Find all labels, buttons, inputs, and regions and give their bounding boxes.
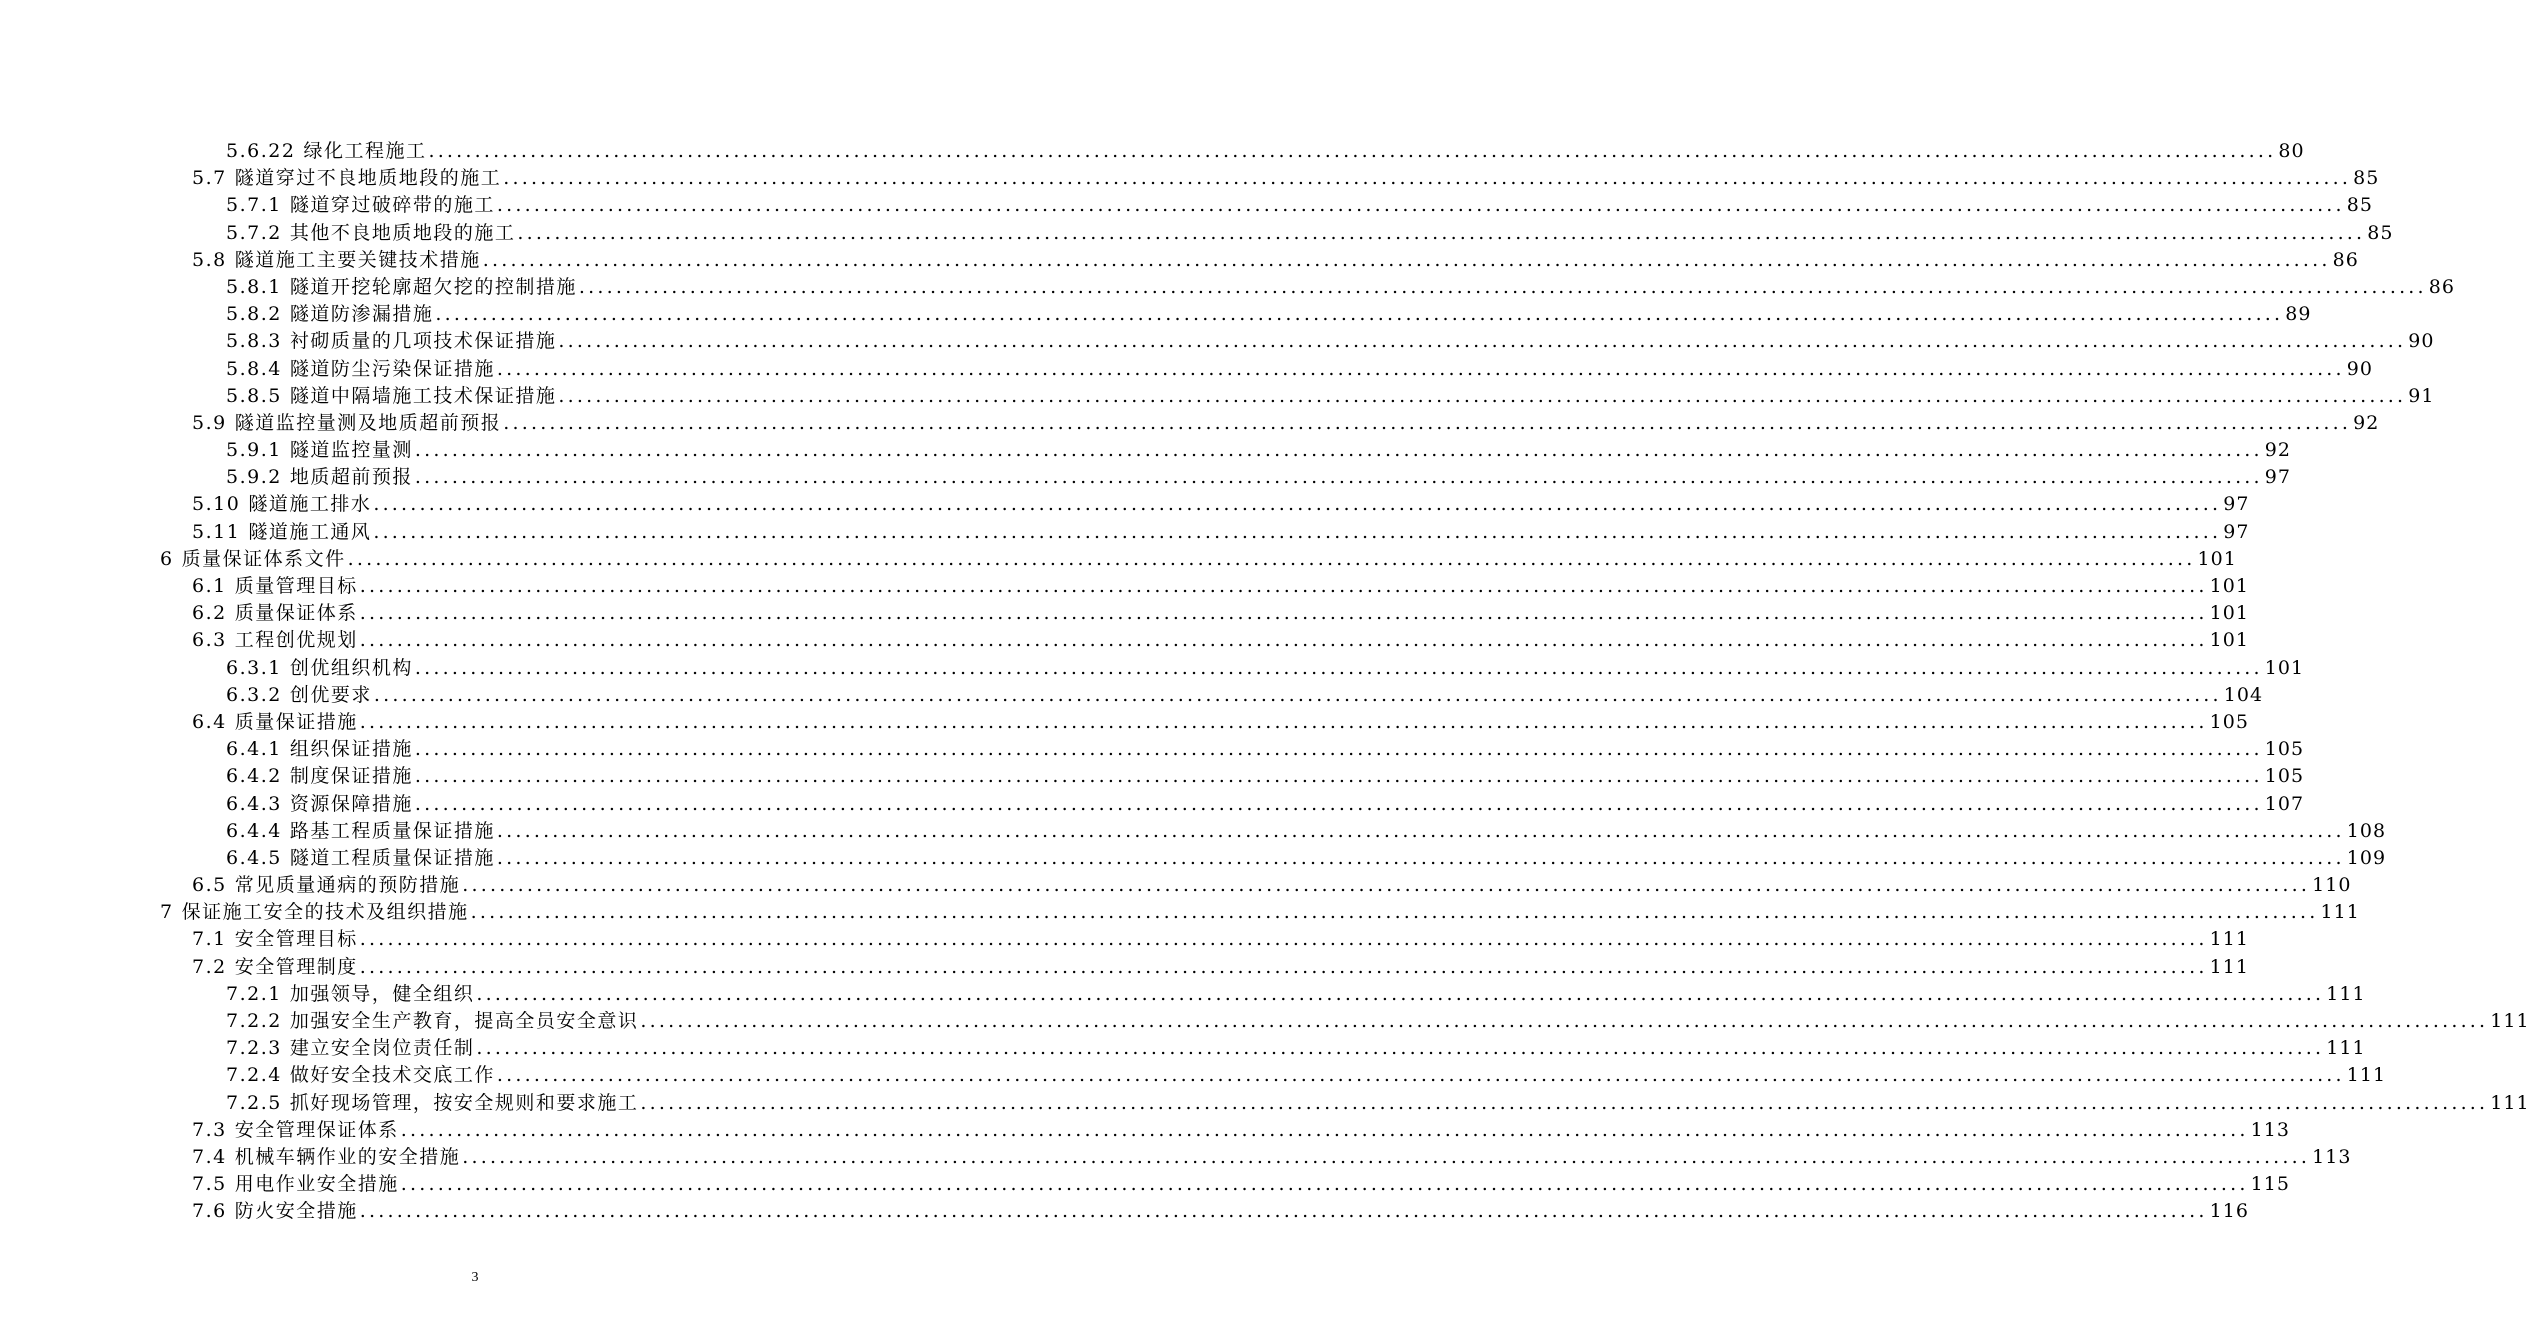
toc-entry-number: 6.3.1 — [226, 656, 282, 679]
toc-entry[interactable] — [0, 301, 2312, 328]
toc-entry-page: 115 — [2250, 1173, 2290, 1196]
toc-entry[interactable] — [0, 655, 2305, 682]
toc-dot-leader: ........................................................................................................................................................................................................ — [435, 303, 2284, 326]
toc-entry[interactable] — [0, 926, 2249, 953]
toc-entry[interactable] — [0, 247, 2359, 274]
toc-entry-page: 110 — [2312, 874, 2352, 897]
toc-entry-page: 105 — [2264, 765, 2305, 788]
toc-entry-number: 7.6 — [192, 1200, 227, 1223]
toc-entry[interactable] — [0, 573, 2249, 600]
toc-entry-title: 隧道施工通风 — [248, 520, 372, 543]
toc-entry-title: 隧道开挖轮廓超欠挖的控制措施 — [289, 275, 577, 298]
toc-entry-number: 5.11 — [192, 520, 241, 543]
toc-dot-leader: ........................................................................................................................................................................................................ — [428, 140, 2277, 162]
toc-entry[interactable] — [0, 165, 2380, 192]
toc-dot-leader: ........................................................................................................................................................................................................ — [347, 547, 2196, 570]
toc-entry-number: 7 — [160, 901, 174, 924]
toc-entry-number: 5.9.1 — [226, 439, 282, 462]
toc-entry-title: 隧道穿过破碎带的施工 — [289, 194, 495, 217]
toc-entry[interactable] — [0, 763, 2305, 790]
toc-dot-leader: ........................................................................................................................................................................................................ — [414, 765, 2263, 788]
toc-entry[interactable] — [0, 899, 2360, 926]
toc-entry[interactable] — [0, 818, 2387, 845]
toc-entry-number: 5.8.4 — [226, 357, 282, 380]
toc-entry-title: 安全管理制度 — [234, 955, 358, 978]
toc-entry-title: 做好安全技术交底工作 — [289, 1064, 495, 1087]
toc-entry-page: 113 — [2250, 1118, 2290, 1141]
toc-entry-number: 6.5 — [192, 874, 227, 897]
toc-entry[interactable] — [0, 1144, 2352, 1171]
toc-entry-number: 7.1 — [192, 928, 227, 951]
toc-entry[interactable] — [0, 546, 2237, 573]
toc-entry-page: 101 — [2264, 656, 2305, 679]
table-of-contents — [0, 138, 2530, 1226]
toc-entry[interactable] — [0, 519, 2250, 546]
toc-dot-leader: ........................................................................................................................................................................................................ — [359, 629, 2208, 652]
toc-entry[interactable] — [0, 791, 2305, 818]
toc-entry-title: 创优要求 — [289, 683, 372, 706]
toc-dot-leader: ........................................................................................................................................................................................................ — [578, 275, 2427, 298]
toc-entry-number: 5.8.1 — [226, 275, 282, 298]
toc-entry-number: 5.9.2 — [226, 466, 282, 489]
toc-entry[interactable] — [0, 1035, 2366, 1062]
toc-dot-leader: ........................................................................................................................................................................................................ — [414, 738, 2263, 761]
toc-entry-number: 7.4 — [192, 1145, 227, 1168]
toc-entry-page: 111 — [2209, 928, 2249, 951]
toc-dot-leader: ........................................................................................................................................................................................................ — [558, 384, 2407, 407]
toc-entry-page: 91 — [2408, 384, 2435, 407]
toc-entry-page: 101 — [2209, 629, 2249, 652]
toc-entry[interactable] — [0, 1198, 2249, 1225]
toc-dot-leader: ........................................................................................................................................................................................................ — [400, 1118, 2249, 1141]
toc-entry-title: 机械车辆作业的安全措施 — [234, 1145, 461, 1168]
toc-entry-title: 路基工程质量保证措施 — [289, 819, 495, 842]
toc-dot-leader: ........................................................................................................................................................................................................ — [503, 411, 2352, 434]
toc-entry-number: 7.2.2 — [226, 1010, 282, 1032]
toc-entry[interactable] — [0, 954, 2249, 981]
toc-entry[interactable] — [0, 437, 2291, 464]
toc-dot-leader: ........................................................................................................................................................................................................ — [400, 1173, 2249, 1196]
toc-entry-title: 常见质量通病的预防措施 — [234, 874, 461, 897]
toc-entry-title: 隧道中隔墙施工技术保证措施 — [289, 384, 557, 407]
toc-entry-page: 116 — [2209, 1200, 2249, 1223]
toc-entry-page: 105 — [2209, 710, 2249, 733]
toc-entry-title: 创优组织机构 — [289, 656, 413, 679]
toc-dot-leader: ........................................................................................................................................................................................................ — [414, 792, 2263, 815]
toc-entry-page: 90 — [2408, 330, 2435, 353]
toc-entry-page: 86 — [2332, 248, 2359, 271]
toc-dot-leader: ........................................................................................................................................................................................................ — [503, 167, 2352, 190]
toc-entry-title: 隧道工程质量保证措施 — [289, 846, 495, 869]
toc-entry[interactable] — [0, 736, 2305, 763]
toc-entry-title: 其他不良地质地段的施工 — [289, 221, 516, 244]
toc-entry-number: 7.2.1 — [226, 982, 282, 1005]
toc-entry-page: 111 — [2326, 1037, 2366, 1060]
toc-entry[interactable] — [0, 383, 2435, 410]
toc-entry-title: 用电作业安全措施 — [234, 1173, 399, 1196]
toc-dot-leader: ........................................................................................................................................................................................................ — [414, 656, 2263, 679]
toc-entry-number: 6.4.5 — [226, 846, 282, 869]
toc-entry-title: 加强领导，健全组织 — [289, 982, 475, 1005]
toc-entry-number: 5.7.1 — [226, 194, 282, 217]
toc-entry[interactable] — [0, 356, 2373, 383]
toc-dot-leader: ........................................................................................................................................................................................................ — [482, 248, 2331, 271]
toc-dot-leader: ........................................................................................................................................................................................................ — [558, 330, 2407, 353]
toc-entry-title: 质量保证体系 — [234, 602, 358, 625]
toc-entry-title: 建立安全岗位责任制 — [289, 1037, 475, 1060]
toc-entry-title: 隧道防尘污染保证措施 — [289, 357, 495, 380]
toc-dot-leader: ........................................................................................................................................................................................................ — [517, 221, 2366, 244]
toc-dot-leader: ........................................................................................................................................................................................................ — [359, 575, 2208, 597]
toc-entry-title: 工程创优规划 — [234, 629, 358, 652]
toc-entry-page: 92 — [2264, 439, 2291, 462]
toc-dot-leader: ........................................................................................................................................................................................................ — [359, 1200, 2208, 1223]
toc-entry-number: 6.4.3 — [226, 792, 282, 815]
toc-entry-title: 资源保障措施 — [289, 792, 413, 815]
toc-entry-page: 97 — [2223, 493, 2250, 516]
toc-entry-number: 6.4.1 — [226, 738, 282, 761]
toc-entry[interactable] — [0, 1090, 2530, 1117]
toc-entry-page: 92 — [2353, 411, 2380, 434]
toc-entry-title: 衬砌质量的几项技术保证措施 — [289, 330, 557, 353]
toc-entry[interactable] — [0, 682, 2264, 709]
toc-entry-title: 隧道穿过不良地质地段的施工 — [234, 167, 502, 190]
toc-entry-page: 108 — [2346, 819, 2387, 842]
toc-entry-number: 5.6.22 — [226, 140, 296, 162]
toc-dot-leader: ........................................................................................................................................................................................................ — [359, 710, 2208, 733]
toc-entry-title: 组织保证措施 — [289, 738, 413, 761]
toc-dot-leader: ........................................................................................................................................................................................................ — [414, 466, 2263, 489]
toc-dot-leader: ........................................................................................................................................................................................................ — [373, 520, 2222, 543]
toc-entry-title: 安全管理保证体系 — [234, 1118, 399, 1141]
toc-entry-title: 质量保证措施 — [234, 710, 358, 733]
toc-entry-page: 101 — [2209, 602, 2249, 625]
toc-entry-number: 6 — [160, 547, 174, 570]
toc-entry-number: 6.3 — [192, 629, 227, 652]
toc-entry-page: 111 — [2490, 1091, 2530, 1114]
toc-entry[interactable] — [0, 600, 2249, 627]
toc-entry-number: 6.3.2 — [226, 683, 282, 706]
toc-entry-number: 6.4.2 — [226, 765, 282, 788]
toc-entry[interactable] — [0, 1117, 2290, 1144]
toc-entry-page: 86 — [2428, 275, 2455, 298]
toc-entry[interactable] — [0, 328, 2435, 355]
toc-entry[interactable] — [0, 410, 2380, 437]
toc-entry[interactable] — [0, 192, 2373, 219]
toc-entry-number: 7.5 — [192, 1173, 227, 1196]
toc-entry-page: 97 — [2223, 520, 2250, 543]
toc-entry-title: 抓好现场管理，按安全规则和要求施工 — [289, 1091, 639, 1114]
toc-entry-page: 85 — [2367, 221, 2394, 244]
toc-dot-leader: ........................................................................................................................................................................................................ — [496, 357, 2345, 380]
toc-dot-leader: ........................................................................................................................................................................................................ — [359, 955, 2208, 978]
toc-entry-title: 质量管理目标 — [234, 575, 358, 597]
toc-entry[interactable] — [0, 872, 2352, 899]
toc-entry-title: 制度保证措施 — [289, 765, 413, 788]
toc-dot-leader: ........................................................................................................................................................................................................ — [359, 928, 2208, 951]
toc-entry-title: 隧道监控量测及地质超前预报 — [234, 411, 502, 434]
toc-entry-number: 6.1 — [192, 575, 227, 597]
toc-entry-page: 113 — [2312, 1145, 2352, 1168]
toc-entry[interactable] — [0, 464, 2291, 491]
toc-entry-number: 6.4 — [192, 710, 227, 733]
toc-entry-page: 109 — [2346, 846, 2387, 869]
toc-dot-leader: ........................................................................................................................................................................................................ — [640, 1010, 2489, 1032]
toc-entry-title: 绿化工程施工 — [303, 140, 427, 162]
toc-entry-number: 5.10 — [192, 493, 241, 516]
toc-dot-leader: ........................................................................................................................................................................................................ — [414, 439, 2263, 462]
toc-entry-number: 5.8.3 — [226, 330, 282, 353]
toc-entry[interactable] — [0, 138, 2305, 165]
toc-entry-page: 105 — [2264, 738, 2305, 761]
toc-entry-page: 111 — [2326, 982, 2366, 1005]
toc-dot-leader: ........................................................................................................................................................................................................ — [640, 1091, 2489, 1114]
toc-entry-page: 101 — [2209, 575, 2249, 597]
toc-dot-leader: ........................................................................................................................................................................................................ — [496, 846, 2345, 869]
toc-dot-leader: ........................................................................................................................................................................................................ — [496, 194, 2345, 217]
toc-dot-leader: ........................................................................................................................................................................................................ — [496, 819, 2345, 842]
toc-entry-number: 7.2 — [192, 955, 227, 978]
toc-dot-leader: ........................................................................................................................................................................................................ — [462, 1145, 2311, 1168]
toc-entry-number: 5.8.5 — [226, 384, 282, 407]
page-number: 3 — [471, 1270, 479, 1285]
toc-entry[interactable] — [0, 981, 2366, 1008]
toc-entry-title: 隧道监控量测 — [289, 439, 413, 462]
toc-entry-title: 隧道施工排水 — [248, 493, 372, 516]
toc-entry-page: 111 — [2346, 1064, 2387, 1087]
toc-entry-number: 7.3 — [192, 1118, 227, 1141]
toc-entry-page: 107 — [2264, 792, 2305, 815]
toc-entry-number: 6.2 — [192, 602, 227, 625]
toc-entry[interactable] — [0, 274, 2455, 301]
toc-entry-number: 5.8.2 — [226, 303, 282, 326]
toc-entry-page: 90 — [2346, 357, 2373, 380]
toc-entry-number: 6.4.4 — [226, 819, 282, 842]
toc-entry[interactable] — [0, 491, 2250, 518]
toc-dot-leader: ........................................................................................................................................................................................................ — [476, 982, 2325, 1005]
toc-entry-page: 85 — [2353, 167, 2380, 190]
toc-entry-number: 7.2.4 — [226, 1064, 282, 1087]
toc-entry-title: 隧道防渗漏措施 — [289, 303, 434, 326]
toc-entry-page: 101 — [2197, 547, 2237, 570]
toc-entry[interactable] — [0, 1008, 2530, 1035]
toc-entry-page: 80 — [2278, 140, 2305, 162]
toc-entry[interactable] — [0, 1062, 2387, 1089]
toc-entry-title: 质量保证体系文件 — [181, 547, 346, 570]
toc-entry[interactable] — [0, 709, 2249, 736]
toc-entry-title: 保证施工安全的技术及组织措施 — [181, 901, 469, 924]
toc-entry-number: 5.8 — [192, 248, 227, 271]
toc-entry[interactable] — [0, 220, 2394, 247]
toc-dot-leader: ........................................................................................................................................................................................................ — [476, 1037, 2325, 1060]
toc-entry-page: 89 — [2285, 303, 2312, 326]
toc-entry[interactable] — [0, 1171, 2290, 1198]
toc-dot-leader: ........................................................................................................................................................................................................ — [462, 874, 2311, 897]
toc-dot-leader: ........................................................................................................................................................................................................ — [496, 1064, 2345, 1087]
toc-entry-page: 111 — [2320, 901, 2360, 924]
toc-entry-page: 111 — [2490, 1010, 2530, 1032]
toc-entry-page: 97 — [2264, 466, 2291, 489]
toc-dot-leader: ........................................................................................................................................................................................................ — [359, 602, 2208, 625]
toc-entry[interactable] — [0, 845, 2387, 872]
toc-dot-leader: ........................................................................................................................................................................................................ — [373, 493, 2222, 516]
toc-entry-title: 防火安全措施 — [234, 1200, 358, 1223]
toc-dot-leader: ........................................................................................................................................................................................................ — [373, 683, 2222, 706]
toc-entry-page: 111 — [2209, 955, 2249, 978]
toc-entry-number: 7.2.5 — [226, 1091, 282, 1114]
toc-entry-page: 85 — [2346, 194, 2373, 217]
toc-entry-title: 隧道施工主要关键技术措施 — [234, 248, 481, 271]
toc-entry-number: 5.7 — [192, 167, 227, 190]
toc-entry-number: 5.7.2 — [226, 221, 282, 244]
toc-entry-title: 加强安全生产教育，提高全员安全意识 — [289, 1010, 639, 1032]
toc-entry-title: 地质超前预报 — [289, 466, 413, 489]
toc-entry-number: 7.2.3 — [226, 1037, 282, 1060]
toc-entry-title: 安全管理目标 — [234, 928, 358, 951]
toc-entry-page: 104 — [2223, 683, 2264, 706]
toc-dot-leader: ........................................................................................................................................................................................................ — [470, 901, 2319, 924]
toc-entry[interactable] — [0, 627, 2249, 654]
toc-entry-number: 5.9 — [192, 411, 227, 434]
